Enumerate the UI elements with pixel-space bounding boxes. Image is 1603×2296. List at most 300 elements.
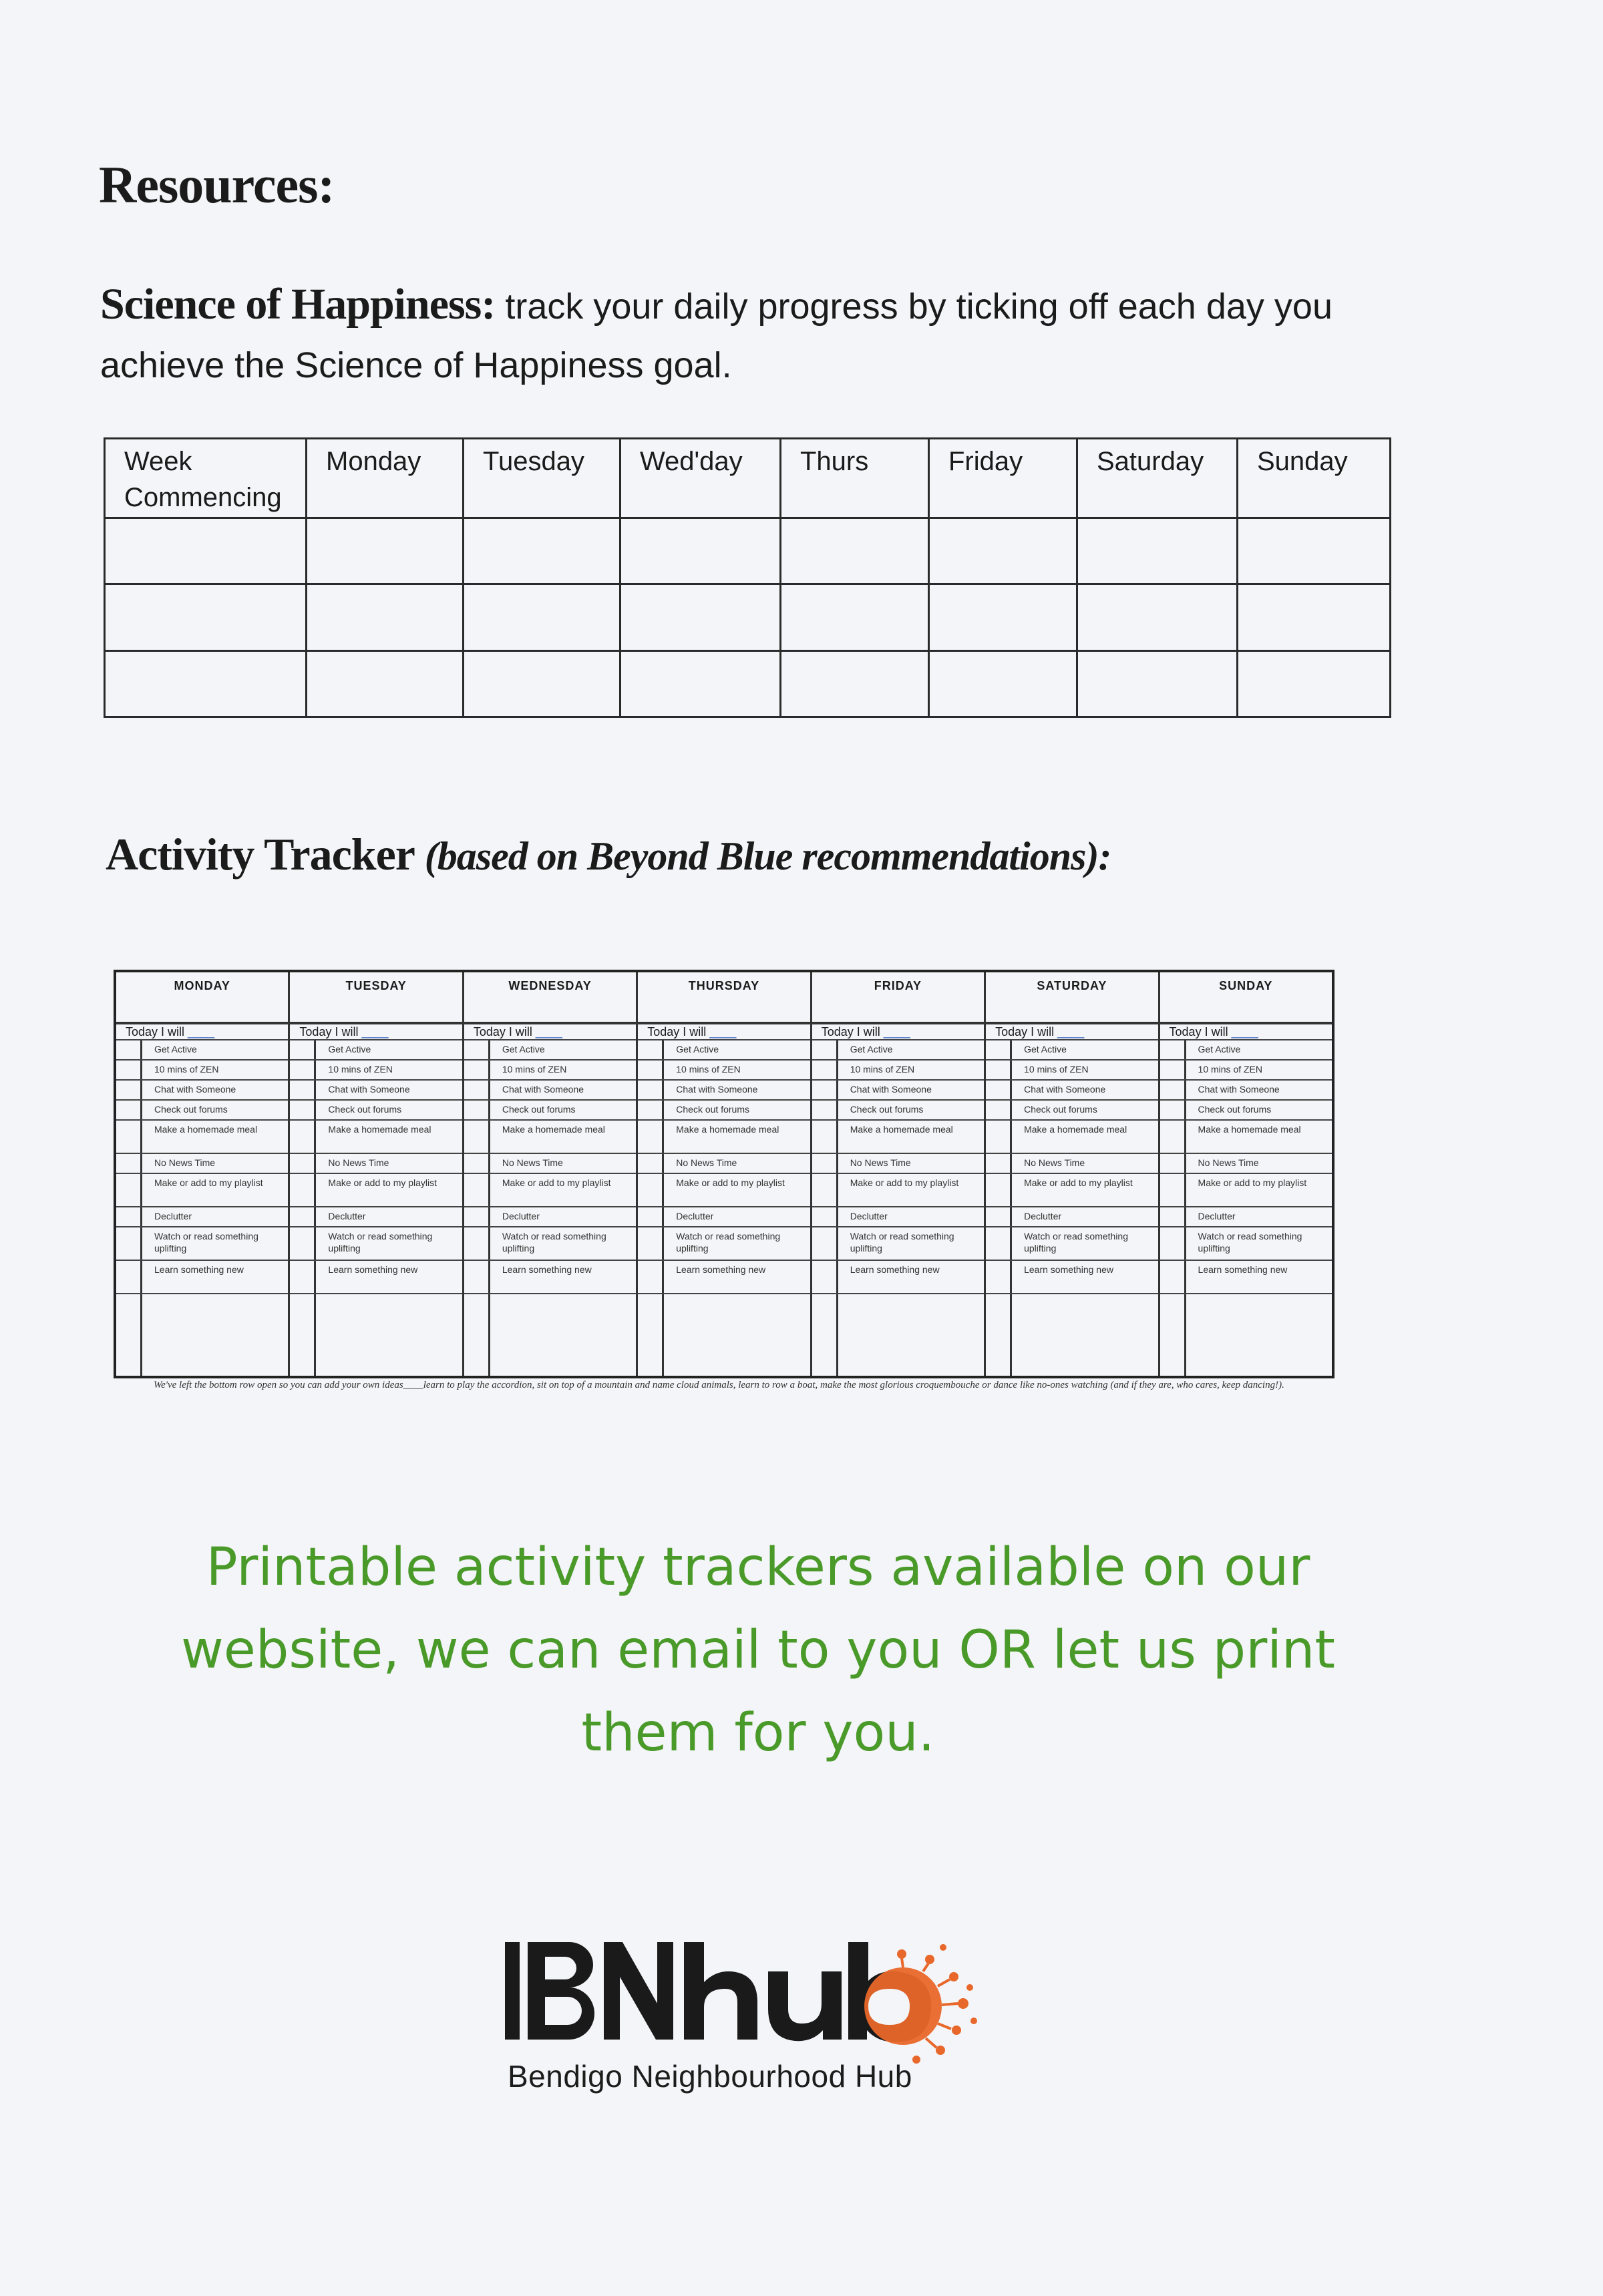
tracker-item-row (464, 1040, 636, 1061)
header-saturday: Saturday (1077, 439, 1238, 518)
tick-cell[interactable] (1238, 584, 1391, 650)
tracker-item-row (812, 1261, 984, 1294)
tracker-item-row (812, 1040, 984, 1061)
tick-cell[interactable] (620, 518, 781, 584)
tracker-item-label: Chat with Someone (1024, 1084, 1106, 1095)
tracker-item-row (812, 1154, 984, 1174)
open-row[interactable] (812, 1294, 984, 1376)
tick-box[interactable] (464, 1207, 490, 1226)
tick-box[interactable] (986, 1040, 1012, 1059)
tick-box[interactable] (986, 1154, 1012, 1173)
tick-box[interactable] (290, 1040, 316, 1059)
tick-box[interactable] (986, 1261, 1012, 1293)
tracker-item-row (638, 1227, 810, 1261)
open-row[interactable] (464, 1294, 636, 1376)
tick-box[interactable] (812, 1174, 838, 1206)
tracker-item-label: Watch or read something uplifting (502, 1231, 606, 1254)
week-cell[interactable] (105, 650, 307, 717)
today-i-will-text: Today I will (1169, 1025, 1228, 1038)
tracker-item-label: Make a homemade meal (1024, 1124, 1127, 1135)
tracker-item-label: No News Time (1198, 1157, 1259, 1168)
tracker-item-label: No News Time (676, 1157, 737, 1168)
activity-title: Activity Tracker (106, 829, 425, 880)
tracker-items (1160, 1040, 1332, 1376)
tick-cell[interactable] (307, 518, 464, 584)
tick-box[interactable] (116, 1174, 142, 1206)
tracker-item-label: Make a homemade meal (850, 1124, 953, 1135)
tracker-column-friday (810, 972, 984, 1376)
tick-box[interactable] (986, 1101, 1012, 1119)
tracker-item-row (986, 1121, 1157, 1154)
today-i-will-label (116, 1024, 288, 1040)
tracker-item-label: Get Active (502, 1044, 545, 1055)
tracker-item-label: Make or add to my playlist (1024, 1177, 1133, 1188)
tracker-day-header: THURSDAY (638, 972, 810, 1024)
tracker-item-row (1160, 1040, 1332, 1061)
tick-cell[interactable] (1238, 518, 1391, 584)
tracker-item-label: Declutter (154, 1211, 192, 1221)
tracker-item-row (290, 1081, 462, 1101)
tick-box[interactable] (986, 1174, 1012, 1206)
tracker-item-row (290, 1101, 462, 1121)
tracker-item-label: Declutter (1024, 1211, 1062, 1221)
tracker-item-label: Declutter (328, 1211, 366, 1221)
tracker-item-label: Make a homemade meal (502, 1124, 605, 1135)
tracker-item-row (638, 1121, 810, 1154)
tracker-item-row (812, 1061, 984, 1081)
tracker-item-row (638, 1061, 810, 1081)
tick-box[interactable] (116, 1081, 142, 1099)
header-friday: Friday (929, 439, 1077, 518)
tracker-item-label: Learn something new (1198, 1264, 1288, 1275)
tracker-day-header: MONDAY (116, 972, 288, 1024)
open-row[interactable] (290, 1294, 462, 1376)
today-i-will-text: Today I will (126, 1025, 185, 1038)
tracker-day-header: FRIDAY (812, 972, 984, 1024)
tracker-item-row (986, 1040, 1157, 1061)
activity-tracker-heading (106, 828, 1111, 881)
tracker-day-header: SATURDAY (986, 972, 1157, 1024)
science-text: track your daily progress by ticking off each day you achieve the Science of Happiness goal. (100, 286, 1332, 385)
tracker-item-row (1160, 1121, 1332, 1154)
tick-box[interactable] (986, 1207, 1012, 1226)
tick-box[interactable] (290, 1174, 316, 1206)
tick-box[interactable] (464, 1174, 490, 1206)
week-cell[interactable] (105, 518, 307, 584)
tracker-item-label: Get Active (154, 1044, 197, 1055)
today-i-will-blank: ____ (709, 1025, 737, 1038)
tracker-item-label: Make a homemade meal (676, 1124, 779, 1135)
header-monday: Monday (307, 439, 464, 518)
today-i-will-text: Today I will (299, 1025, 359, 1038)
tick-box[interactable] (290, 1061, 316, 1079)
tracker-item-row (464, 1227, 636, 1261)
tracker-item-row (116, 1207, 288, 1227)
tracker-item-row (464, 1121, 636, 1154)
tick-box[interactable] (464, 1101, 490, 1119)
tracker-item-label: Make or add to my playlist (154, 1177, 263, 1188)
tracker-item-row (986, 1154, 1157, 1174)
tracker-item-label: Check out forums (1024, 1104, 1097, 1115)
tick-box[interactable] (812, 1227, 838, 1260)
tracker-item-row (986, 1261, 1157, 1294)
tracker-item-label: Check out forums (1198, 1104, 1272, 1115)
today-i-will-label (464, 1024, 636, 1040)
tick-box[interactable] (290, 1261, 316, 1293)
tracker-item-label: Declutter (850, 1211, 888, 1221)
tick-box[interactable] (812, 1040, 838, 1059)
tracker-item-row (812, 1207, 984, 1227)
tracker-item-row (116, 1227, 288, 1261)
tick-box[interactable] (812, 1294, 838, 1376)
tracker-item-label: Watch or read something uplifting (676, 1231, 781, 1254)
tracker-item-label: Chat with Someone (154, 1084, 236, 1095)
tick-box[interactable] (812, 1121, 838, 1153)
tick-cell[interactable] (1077, 650, 1238, 717)
tick-box[interactable] (1160, 1101, 1186, 1119)
tracker-item-row (1160, 1207, 1332, 1227)
tick-box[interactable] (464, 1081, 490, 1099)
tick-box[interactable] (116, 1040, 142, 1059)
resources-heading: Resources: (99, 156, 335, 214)
today-i-will-text: Today I will (995, 1025, 1055, 1038)
tick-box[interactable] (812, 1154, 838, 1173)
tick-box[interactable] (1160, 1154, 1186, 1173)
tracker-item-label: Declutter (676, 1211, 714, 1221)
tracker-item-label: Chat with Someone (502, 1084, 584, 1095)
tracker-item-row (290, 1040, 462, 1061)
tick-cell[interactable] (929, 518, 1077, 584)
tick-box[interactable] (464, 1061, 490, 1079)
tick-box[interactable] (290, 1207, 316, 1226)
printable-trackers-promo: Printable activity trackers available on our website, we can email to you OR let us print them for you. (181, 1537, 1335, 1763)
tracker-items (116, 1040, 288, 1376)
tick-box[interactable] (116, 1154, 142, 1173)
tracker-item-label: Make a homemade meal (154, 1124, 258, 1135)
today-i-will-blank: ____ (188, 1025, 215, 1038)
tracker-item-label: Watch or read something uplifting (1024, 1231, 1128, 1254)
tracker-item-row (464, 1061, 636, 1081)
bnhub-logo-name: Bendigo Neighbourhood Hub (508, 2059, 912, 2094)
tracker-column-thursday (636, 972, 810, 1376)
tick-cell[interactable] (1238, 650, 1391, 717)
tracker-item-row (290, 1207, 462, 1227)
tracker-item-row (1160, 1154, 1332, 1174)
tracker-column-saturday (984, 972, 1157, 1376)
tick-box[interactable] (464, 1227, 490, 1260)
tracker-item-label: No News Time (502, 1157, 563, 1168)
header-sunday: Sunday (1238, 439, 1391, 518)
tracker-item-label: Watch or read something uplifting (850, 1231, 954, 1254)
tick-cell[interactable] (620, 650, 781, 717)
tracker-item-row (812, 1227, 984, 1261)
activity-tracker-grid (114, 970, 1334, 1378)
tick-box[interactable] (464, 1121, 490, 1153)
tracker-item-label: No News Time (850, 1157, 911, 1168)
tracker-item-row (986, 1207, 1157, 1227)
today-i-will-label (812, 1024, 984, 1040)
open-row[interactable] (1160, 1294, 1332, 1376)
tracker-column-tuesday (288, 972, 462, 1376)
tracker-item-label: Get Active (676, 1044, 719, 1055)
tracker-item-row (638, 1154, 810, 1174)
tick-box[interactable] (464, 1154, 490, 1173)
tracker-item-row (116, 1261, 288, 1294)
tracker-item-row (116, 1154, 288, 1174)
tick-box[interactable] (464, 1040, 490, 1059)
tracker-item-label: No News Time (328, 1157, 389, 1168)
header-week-commencing: Week Commencing (105, 439, 307, 518)
tick-box[interactable] (116, 1294, 142, 1376)
open-row[interactable] (986, 1294, 1157, 1376)
tracker-item-label: No News Time (154, 1157, 216, 1168)
tracker-item-label: Get Active (1198, 1044, 1241, 1055)
tick-box[interactable] (116, 1121, 142, 1153)
tracker-item-label: 10 mins of ZEN (328, 1064, 393, 1075)
tracker-item-row (1160, 1061, 1332, 1081)
tick-box[interactable] (986, 1081, 1012, 1099)
tracker-item-label: Watch or read something uplifting (154, 1231, 258, 1254)
tick-box[interactable] (638, 1261, 664, 1293)
tracker-item-row (812, 1121, 984, 1154)
tick-box[interactable] (986, 1294, 1012, 1376)
tick-box[interactable] (638, 1294, 664, 1376)
tick-box[interactable] (1160, 1207, 1186, 1226)
tick-box[interactable] (116, 1261, 142, 1293)
tracker-item-row (464, 1101, 636, 1121)
tick-box[interactable] (812, 1081, 838, 1099)
today-i-will-blank: ____ (1231, 1025, 1258, 1038)
tick-cell[interactable] (620, 584, 781, 650)
tracker-item-row (986, 1081, 1157, 1101)
tracker-item-label: Check out forums (154, 1104, 228, 1115)
tracker-item-row (116, 1101, 288, 1121)
tick-box[interactable] (638, 1174, 664, 1206)
tick-box[interactable] (1160, 1040, 1186, 1059)
tick-box[interactable] (1160, 1227, 1186, 1260)
tracker-item-label: Chat with Someone (328, 1084, 410, 1095)
tracker-item-label: 10 mins of ZEN (1024, 1064, 1089, 1075)
tracker-item-label: Learn something new (850, 1264, 940, 1275)
tracker-item-row (290, 1174, 462, 1207)
tick-cell[interactable] (464, 584, 620, 650)
tracker-item-row (290, 1154, 462, 1174)
tick-box[interactable] (116, 1227, 142, 1260)
tracker-column-sunday (1158, 972, 1332, 1376)
tracker-item-row (290, 1061, 462, 1081)
tick-cell[interactable] (781, 650, 929, 717)
tick-cell[interactable] (307, 584, 464, 650)
tracker-item-row (638, 1174, 810, 1207)
tick-box[interactable] (638, 1154, 664, 1173)
tick-box[interactable] (1160, 1081, 1186, 1099)
tick-box[interactable] (638, 1061, 664, 1079)
tracker-items (638, 1040, 810, 1376)
tick-cell[interactable] (464, 518, 620, 584)
tick-box[interactable] (464, 1294, 490, 1376)
tracker-item-label: Make a homemade meal (328, 1124, 431, 1135)
tick-box[interactable] (638, 1121, 664, 1153)
tick-box[interactable] (812, 1061, 838, 1079)
tracker-day-header: WEDNESDAY (464, 972, 636, 1024)
tracker-items (986, 1040, 1157, 1376)
tracker-item-row (986, 1101, 1157, 1121)
tracker-item-label: Check out forums (328, 1104, 402, 1115)
weekly-header-row (105, 439, 1391, 518)
activity-note: (based on Beyond Blue recommendations): (424, 834, 1111, 878)
tick-cell[interactable] (1077, 518, 1238, 584)
tracker-item-row (638, 1081, 810, 1101)
today-i-will-label (1160, 1024, 1332, 1040)
today-i-will-label (986, 1024, 1157, 1040)
week-cell[interactable] (105, 584, 307, 650)
today-i-will-label (638, 1024, 810, 1040)
tick-box[interactable] (290, 1121, 316, 1153)
tick-box[interactable] (986, 1061, 1012, 1079)
tick-box[interactable] (1160, 1174, 1186, 1206)
tick-box[interactable] (812, 1261, 838, 1293)
tracker-item-label: Make or add to my playlist (502, 1177, 611, 1188)
weekly-row (105, 584, 1391, 650)
tick-box[interactable] (1160, 1261, 1186, 1293)
tracker-item-label: Chat with Someone (676, 1084, 758, 1095)
tick-box[interactable] (290, 1154, 316, 1173)
tracker-item-row (986, 1061, 1157, 1081)
weekly-row (105, 650, 1391, 717)
tracker-item-row (638, 1261, 810, 1294)
tick-box[interactable] (290, 1227, 316, 1260)
tick-cell[interactable] (781, 518, 929, 584)
tracker-item-row (116, 1174, 288, 1207)
tick-cell[interactable] (1077, 584, 1238, 650)
tracker-item-row (464, 1261, 636, 1294)
tracker-item-label: Learn something new (676, 1264, 766, 1275)
tracker-item-row (1160, 1227, 1332, 1261)
tracker-item-row (464, 1174, 636, 1207)
tick-box[interactable] (116, 1061, 142, 1079)
weekly-row (105, 518, 1391, 584)
tick-box[interactable] (638, 1040, 664, 1059)
tracker-item-label: Chat with Someone (1198, 1084, 1280, 1095)
tracker-item-row (1160, 1174, 1332, 1207)
tick-box[interactable] (290, 1294, 316, 1376)
tick-cell[interactable] (929, 650, 1077, 717)
tick-box[interactable] (638, 1081, 664, 1099)
tick-box[interactable] (638, 1101, 664, 1119)
tracker-footnote: We've left the bottom row open so you can add your own ideas____learn to play the accordion, sit on top of a mountain and name cloud animals, learn to row a boat, make the most glorious croquembouche or dance like no-ones watching (and if they are, who cares, keep dancing!). (154, 1380, 1284, 1390)
today-i-will-text: Today I will (821, 1025, 880, 1038)
tracker-item-label: Chat with Someone (850, 1084, 932, 1095)
tick-cell[interactable] (929, 584, 1077, 650)
tracker-item-row (290, 1227, 462, 1261)
tracker-item-row (812, 1174, 984, 1207)
tick-box[interactable] (1160, 1061, 1186, 1079)
tracker-item-label: Make or add to my playlist (1198, 1177, 1307, 1188)
tracker-day-header: SUNDAY (1160, 972, 1332, 1024)
science-lead: Science of Happiness: (100, 280, 496, 329)
tick-box[interactable] (638, 1227, 664, 1260)
tracker-item-row (464, 1207, 636, 1227)
tracker-item-row (1160, 1101, 1332, 1121)
tracker-item-label: Make or add to my playlist (850, 1177, 959, 1188)
open-row[interactable] (638, 1294, 810, 1376)
tracker-item-row (986, 1227, 1157, 1261)
tick-box[interactable] (638, 1207, 664, 1226)
tracker-item-label: Watch or read something uplifting (328, 1231, 433, 1254)
tracker-item-row (1160, 1261, 1332, 1294)
science-intro (100, 275, 1369, 395)
bnhub-logo-mark-icon (502, 1930, 1023, 2064)
tracker-item-label: Get Active (1024, 1044, 1067, 1055)
today-i-will-label (290, 1024, 462, 1040)
today-i-will-blank: ____ (361, 1025, 389, 1038)
tick-box[interactable] (464, 1261, 490, 1293)
tick-box[interactable] (986, 1227, 1012, 1260)
tracker-item-row (986, 1174, 1157, 1207)
tick-box[interactable] (1160, 1121, 1186, 1153)
bnhub-logo (502, 1930, 1023, 2104)
tracker-item-label: Check out forums (676, 1104, 749, 1115)
tracker-item-label: Make a homemade meal (1198, 1124, 1301, 1135)
tracker-item-row (464, 1154, 636, 1174)
tracker-item-label: Learn something new (502, 1264, 592, 1275)
tracker-item-row (290, 1121, 462, 1154)
header-tuesday: Tuesday (464, 439, 620, 518)
header-thursday: Thurs (781, 439, 929, 518)
tracker-item-row (116, 1040, 288, 1061)
weekly-tracker-table (104, 437, 1391, 718)
tick-box[interactable] (116, 1207, 142, 1226)
tick-cell[interactable] (781, 584, 929, 650)
tick-box[interactable] (812, 1101, 838, 1119)
tick-box[interactable] (1160, 1294, 1186, 1376)
tracker-column-wednesday (462, 972, 636, 1376)
tracker-item-row (638, 1207, 810, 1227)
tracker-item-label: Learn something new (1024, 1264, 1113, 1275)
tracker-item-label: Get Active (850, 1044, 893, 1055)
tracker-item-label: Learn something new (328, 1264, 418, 1275)
tracker-item-label: Check out forums (850, 1104, 924, 1115)
tracker-item-label: Declutter (1198, 1211, 1236, 1221)
tracker-item-label: 10 mins of ZEN (502, 1064, 567, 1075)
tracker-item-row (464, 1081, 636, 1101)
tracker-item-label: Make or add to my playlist (676, 1177, 785, 1188)
today-i-will-text: Today I will (473, 1025, 532, 1038)
tick-box[interactable] (290, 1081, 316, 1099)
tracker-item-row (116, 1081, 288, 1101)
tracker-item-label: 10 mins of ZEN (676, 1064, 741, 1075)
tick-box[interactable] (812, 1207, 838, 1226)
tracker-item-label: No News Time (1024, 1157, 1085, 1168)
tracker-items (812, 1040, 984, 1376)
open-row[interactable] (116, 1294, 288, 1376)
tick-box[interactable] (116, 1101, 142, 1119)
tracker-item-label: 10 mins of ZEN (154, 1064, 219, 1075)
tracker-items (464, 1040, 636, 1376)
tracker-item-row (1160, 1081, 1332, 1101)
tick-cell[interactable] (464, 650, 620, 717)
tick-box[interactable] (986, 1121, 1012, 1153)
tracker-item-row (116, 1121, 288, 1154)
tracker-item-label: Check out forums (502, 1104, 576, 1115)
tracker-item-label: Declutter (502, 1211, 540, 1221)
today-i-will-blank: ____ (883, 1025, 910, 1038)
tick-cell[interactable] (307, 650, 464, 717)
tracker-item-row (812, 1081, 984, 1101)
tracker-item-label: 10 mins of ZEN (850, 1064, 915, 1075)
tracker-item-label: Watch or read something uplifting (1198, 1231, 1302, 1254)
tick-box[interactable] (290, 1101, 316, 1119)
